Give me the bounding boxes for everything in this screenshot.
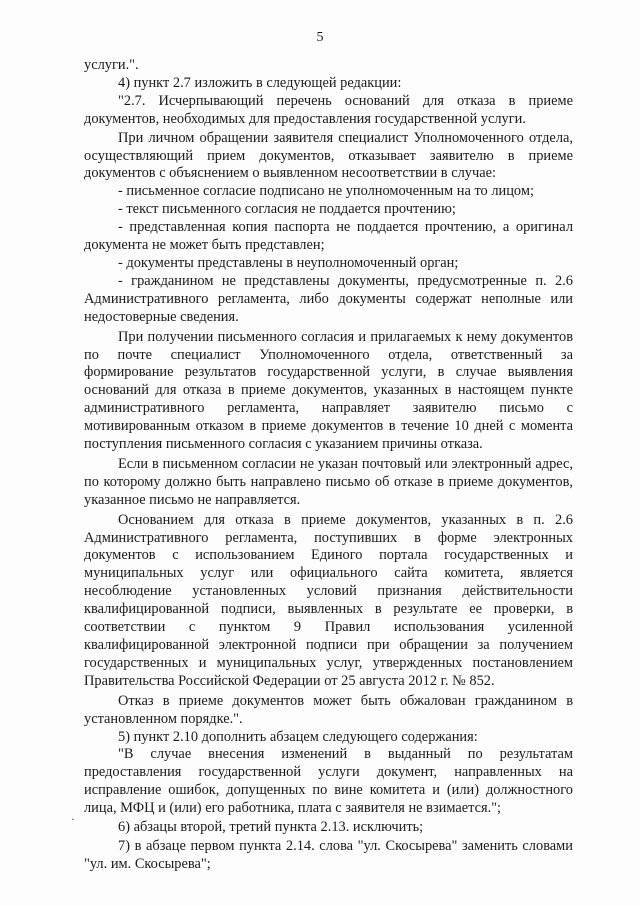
list-item: - документы представлены в неуполномоченный орган; (118, 254, 459, 271)
list-item: - гражданином не представлены документы, предусмотренные п. 2.6 Административного регламента, либо документы содержат неполные или недостоверные сведения. (84, 272, 573, 325)
paragraph: Если в письменном согласии не указан почтовый или электронный адрес, по которому должно быть направлено письмо об отказе в приеме документов, указанное письмо не направляется. (84, 455, 573, 508)
paragraph: При получении письменного согласия и прилагаемых к нему документов по почте специалист Уполномоченного отдела, ответственный за формирование результатов государственной услуги, в случае выявления оснований для отказа в приеме документов, указанных в настоящем пункте административного регламента, направляет заявителю письмо с мотивированным отказом в приеме документов в течение 10 дней с момента поступления письменного согласия с указанием причины отказа. (84, 328, 573, 453)
margin-dot: · (71, 812, 75, 826)
page-number: 5 (316, 30, 324, 45)
paragraph: При личном обращении заявителя специалист Уполномоченного отдела, осуществляющий прием документов, отказывает заявителю в приеме документов с объяснением о выявленном несоответствии в случае: (84, 129, 573, 182)
paragraph: Отказ в приеме документов может быть обжалован гражданином в установленном порядке.". (84, 692, 573, 727)
list-item: - письменное согласие подписано не уполномоченным на то лицом; (118, 183, 534, 200)
paragraph: "2.7. Исчерпывающий перечень оснований для отказа в приеме документов, необходимых для предоставления государственной услуги. (84, 92, 573, 127)
paragraph: 5) пункт 2.10 дополнить абзацем следующего содержания: (118, 728, 478, 745)
document-body (84, 57, 573, 874)
paragraph: 4) пункт 2.7 изложить в следующей редакции: (118, 74, 402, 91)
paragraph: "В случае внесения изменений в выданный по результатам предоставления государственной услуги документ, направленных на исправление ошибок, допущенных по вине комитета и (или) должностного лица, МФЦ и (или) его работника, плата с заявителя не взимается."; (84, 746, 573, 817)
paragraph: 6) абзацы второй, третий пункта 2.13. исключить; (118, 819, 424, 836)
list-item: - представленная копия паспорта не поддается прочтению, а оригинал документа не может быть представлен; (84, 219, 573, 254)
paragraph: услуги.". (84, 57, 139, 73)
list-item: - текст письменного согласия не поддается прочтению; (118, 201, 456, 218)
paragraph: 7) в абзаце первом пункта 2.14. слова "ул. Скосырева" заменить словами "ул. им. Скосырева"; (84, 837, 573, 872)
paragraph: Основанием для отказа в приеме документов, указанных в п. 2.6 Административного регламента, поступивших в форме электронных документов с использованием Единого портала государственных и муниципальных услуг или официального сайта комитета, является несоблюдение установленных условий признания действительности квалифицированной подписи, выявленных в результате ее проверки, в соответствии с пунктом 9 Правил использования усиленной квалифицированной электронной подписи при обращении за получением государственных и муниципальных услуг, утвержденных постановлением Правительства Российской Федерации от 25 августа 2012 г. № 852. (84, 511, 573, 689)
